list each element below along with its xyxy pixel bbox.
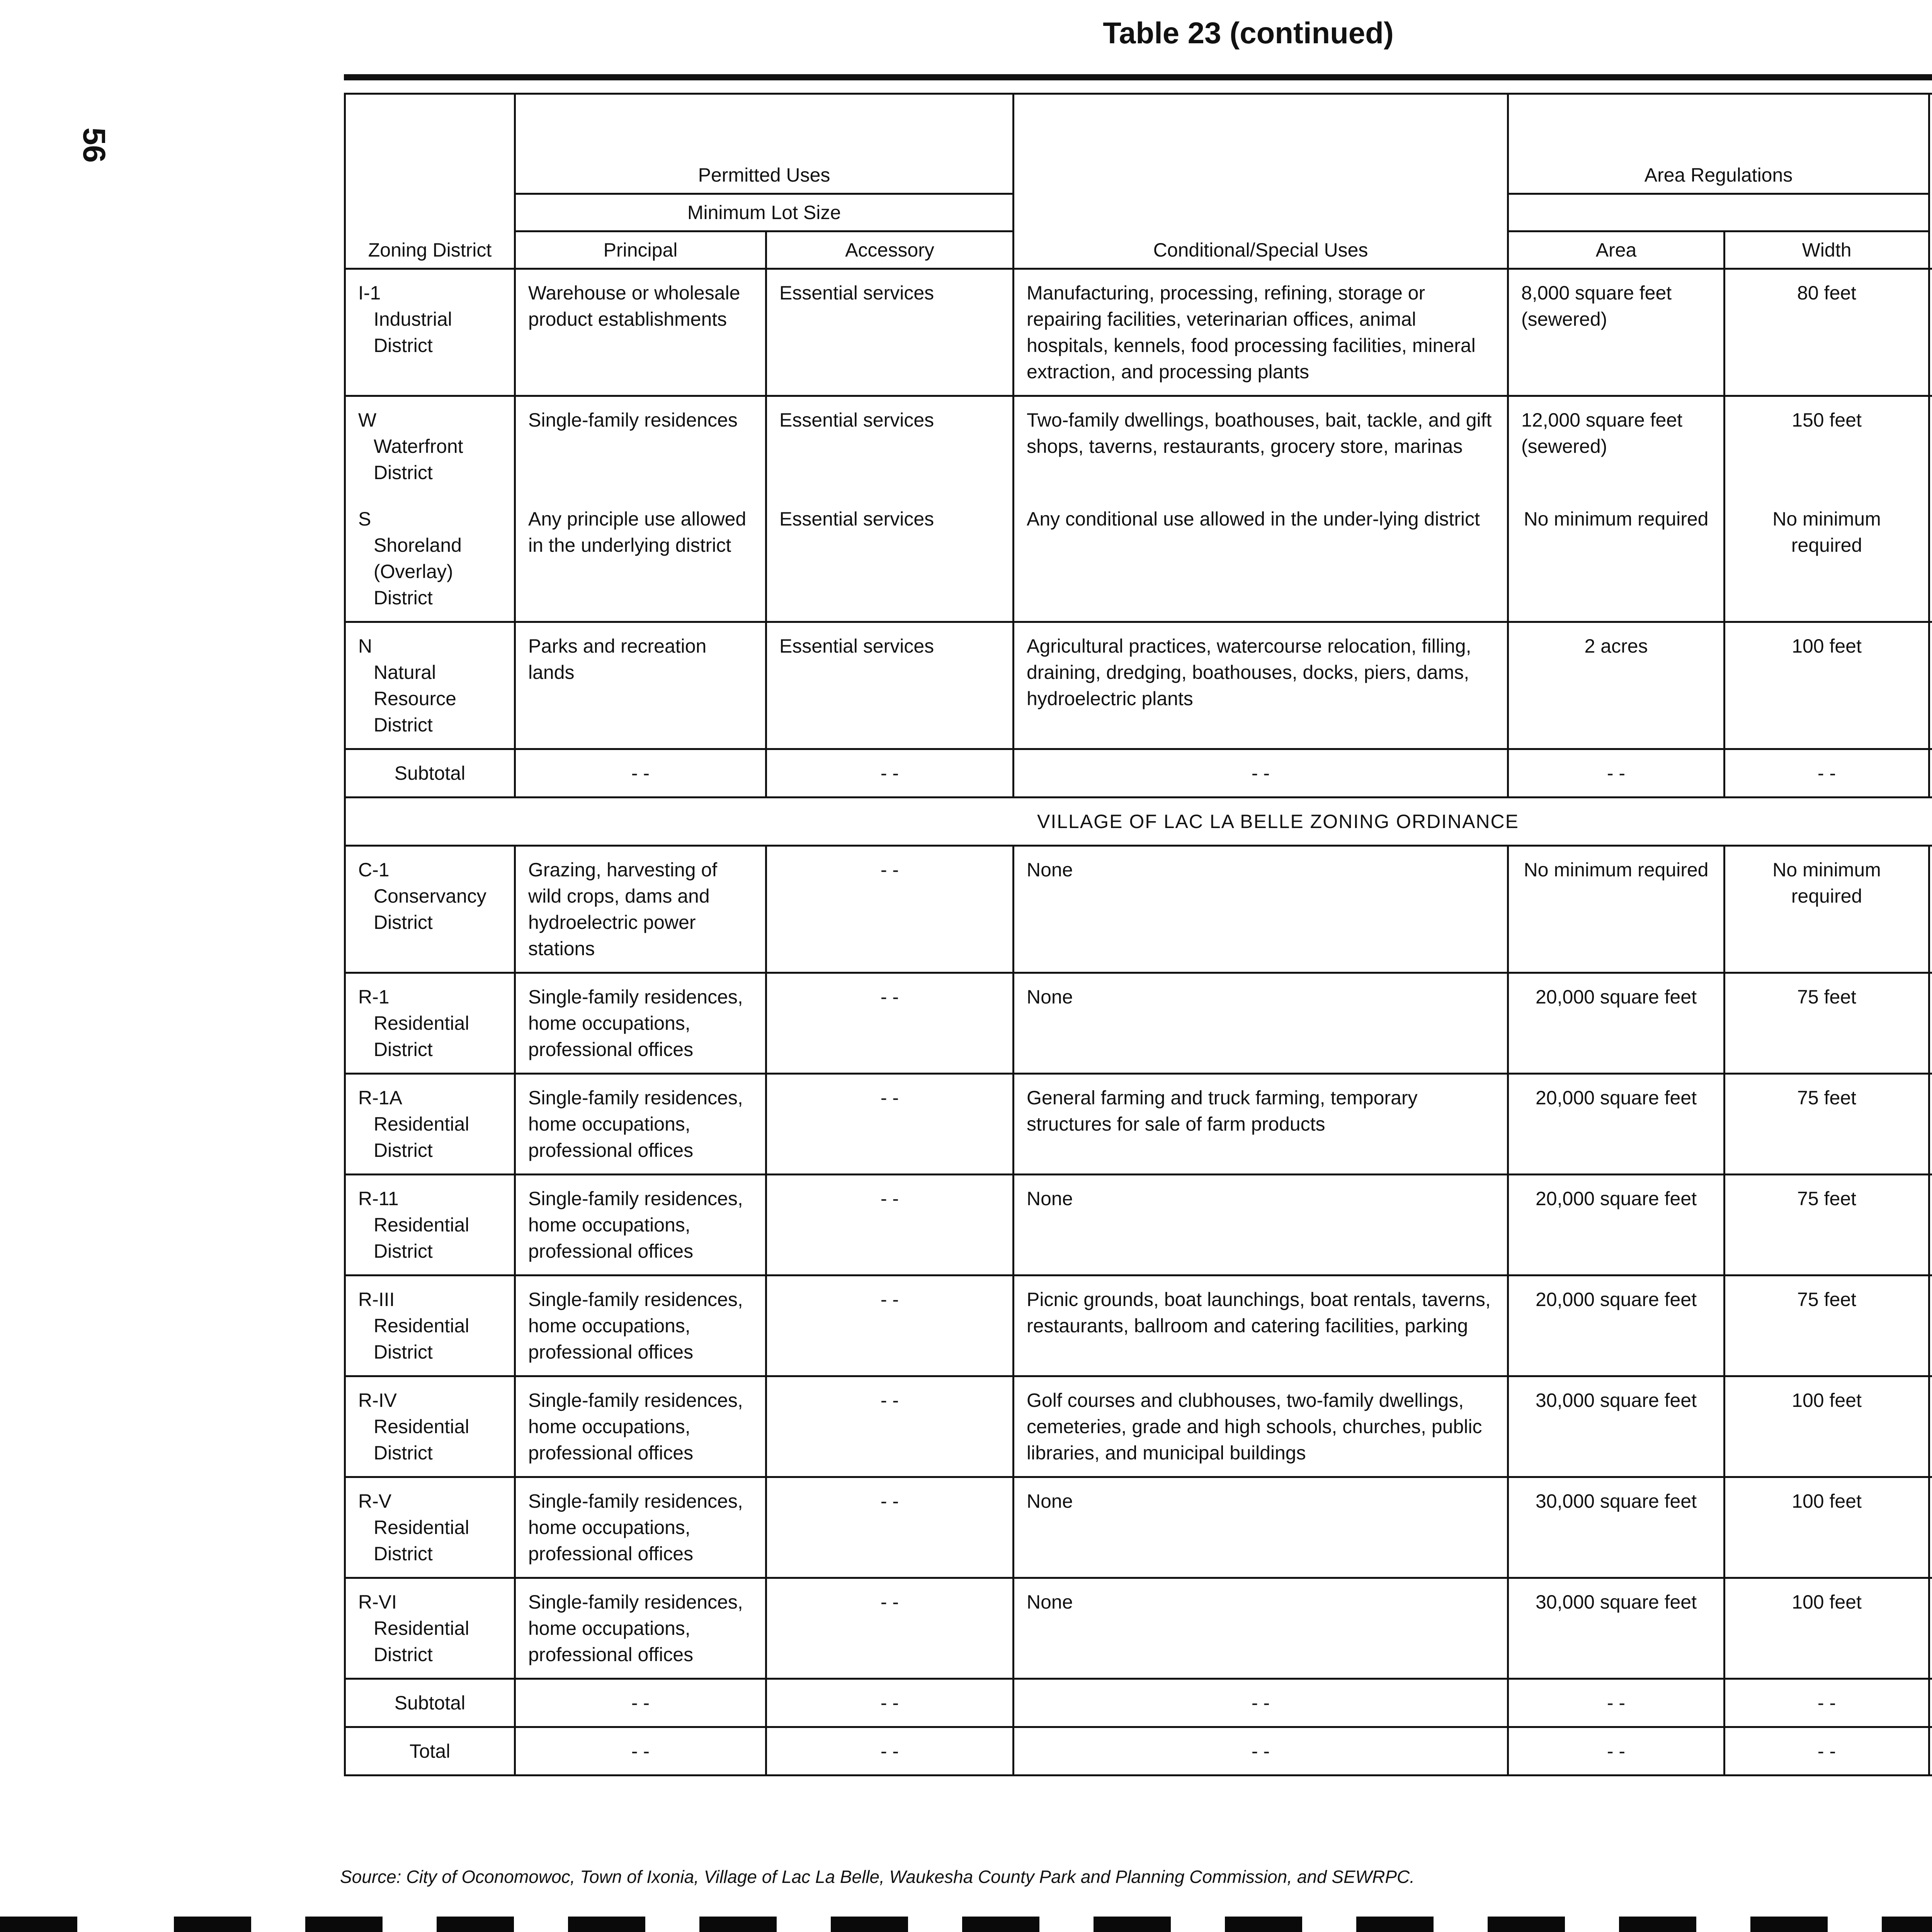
table-row bbox=[345, 1074, 1932, 1175]
principal-cell: Single-family residences, home occupations, professional offices bbox=[515, 973, 766, 1074]
principal-cell: Single-family residences, home occupations, professional offices bbox=[515, 1175, 766, 1276]
accessory-cell: Essential services bbox=[766, 396, 1014, 496]
scan-mark bbox=[1619, 1917, 1696, 1932]
table-row bbox=[345, 1175, 1932, 1276]
table-row bbox=[345, 1578, 1932, 1679]
zoning-table bbox=[344, 93, 1932, 1776]
section-row bbox=[345, 798, 1932, 846]
scan-mark bbox=[174, 1917, 251, 1932]
conditional-cell: None bbox=[1014, 1175, 1508, 1276]
area-cell: 8,000 square feet (sewered) bbox=[1508, 269, 1725, 396]
table-row bbox=[345, 269, 1932, 396]
accessory-cell: - - bbox=[766, 846, 1014, 973]
subtotal-area: - - bbox=[1508, 749, 1725, 798]
area-cell: 2 acres bbox=[1508, 622, 1725, 749]
conditional-cell: Two-family dwellings, boathouses, bait, tackle, and gift shops, taverns, restaurants, grocery store, marinas bbox=[1014, 396, 1508, 496]
accessory-cell: - - bbox=[766, 1376, 1014, 1477]
accessory-cell: - - bbox=[766, 1276, 1014, 1376]
accessory-cell: - - bbox=[766, 973, 1014, 1074]
header-conditional-uses: Conditional/Special Uses bbox=[1014, 94, 1508, 269]
table-row bbox=[345, 1376, 1932, 1477]
total-conditional: - - bbox=[1014, 1727, 1508, 1776]
area-cell: 20,000 square feet bbox=[1508, 1276, 1725, 1376]
header-area-regulations: Area Regulations bbox=[1508, 94, 1929, 194]
subtotal-conditional: - - bbox=[1014, 749, 1508, 798]
subtotal-label: Subtotal bbox=[345, 1679, 515, 1727]
principal-cell: Single-family residences bbox=[515, 396, 766, 496]
scan-mark bbox=[0, 1917, 77, 1932]
table-row bbox=[345, 973, 1932, 1074]
table-row bbox=[345, 846, 1932, 973]
principal-cell: Single-family residences, home occupations, professional offices bbox=[515, 1376, 766, 1477]
table-row bbox=[345, 496, 1932, 622]
acres-cell bbox=[1929, 622, 1932, 749]
width-cell: 100 feet bbox=[1725, 1578, 1929, 1679]
width-cell: 100 feet bbox=[1725, 1376, 1929, 1477]
width-cell: No minimum required bbox=[1725, 496, 1929, 622]
principal-cell: Grazing, harvesting of wild crops, dams and hydroelectric power stations bbox=[515, 846, 766, 973]
conditional-cell: Any conditional use allowed in the under-lying district bbox=[1014, 496, 1508, 622]
subtotal-conditional: - - bbox=[1014, 1679, 1508, 1727]
header-accessory: Accessory bbox=[766, 231, 1014, 269]
principal-cell: Any principle use allowed in the underlying district bbox=[515, 496, 766, 622]
total-width: - - bbox=[1725, 1727, 1929, 1776]
subtotal-area: - - bbox=[1508, 1679, 1725, 1727]
subtotal-principal: - - bbox=[515, 1679, 766, 1727]
principal-cell: Warehouse or wholesale product establishments bbox=[515, 269, 766, 396]
top-rule bbox=[344, 74, 1932, 80]
scan-mark bbox=[1356, 1917, 1434, 1932]
width-cell: 75 feet bbox=[1725, 1276, 1929, 1376]
acres-cell bbox=[1929, 1578, 1932, 1679]
district-cell: R-III Residential District bbox=[345, 1276, 515, 1376]
acres-cell bbox=[1929, 1376, 1932, 1477]
table-row bbox=[345, 1276, 1932, 1376]
scan-mark bbox=[1750, 1917, 1828, 1932]
width-cell: 75 feet bbox=[1725, 1074, 1929, 1175]
conditional-cell: General farming and truck farming, temporary structures for sale of farm products bbox=[1014, 1074, 1508, 1175]
total-label: Total bbox=[345, 1727, 515, 1776]
conditional-cell: None bbox=[1014, 1477, 1508, 1578]
page-number: 56 bbox=[77, 128, 112, 163]
acres-cell bbox=[1929, 1276, 1932, 1376]
district-cell: R-VI Residential District bbox=[345, 1578, 515, 1679]
subtotal-acres bbox=[1929, 749, 1932, 798]
conditional-cell: None bbox=[1014, 846, 1508, 973]
accessory-cell: - - bbox=[766, 1578, 1014, 1679]
accessory-cell: - - bbox=[766, 1074, 1014, 1175]
subtotal-width: - - bbox=[1725, 1679, 1929, 1727]
conditional-cell: Golf courses and clubhouses, two-family dwellings, cemeteries, grade and high schools, churches, public libraries, and municipal buildings bbox=[1014, 1376, 1508, 1477]
table-row bbox=[345, 622, 1932, 749]
total-row bbox=[345, 1727, 1932, 1776]
district-cell: N Natural Resource District bbox=[345, 622, 515, 749]
scan-mark bbox=[1882, 1917, 1932, 1932]
area-cell: 20,000 square feet bbox=[1508, 973, 1725, 1074]
area-cell: No minimum required bbox=[1508, 846, 1725, 973]
total-area: - - bbox=[1508, 1727, 1725, 1776]
subtotal-row bbox=[345, 1679, 1932, 1727]
scan-mark bbox=[305, 1917, 383, 1932]
width-cell: 75 feet bbox=[1725, 1175, 1929, 1276]
area-cell: 12,000 square feet (sewered) bbox=[1508, 396, 1725, 496]
scan-mark bbox=[831, 1917, 908, 1932]
acres-cell bbox=[1929, 1477, 1932, 1578]
district-cell: S Shoreland (Overlay) District bbox=[345, 496, 515, 622]
district-cell: R-1 Residential District bbox=[345, 973, 515, 1074]
width-cell: 80 feet bbox=[1725, 269, 1929, 396]
scan-mark bbox=[699, 1917, 777, 1932]
district-cell: W Waterfront District bbox=[345, 396, 515, 496]
acres-cell bbox=[1929, 973, 1932, 1074]
total-accessory: - - bbox=[766, 1727, 1014, 1776]
header-zoning-district: Zoning District bbox=[345, 94, 515, 269]
header-area: Area bbox=[1508, 231, 1725, 269]
acres-cell bbox=[1929, 1175, 1932, 1276]
principal-cell: Single-family residences, home occupations, professional offices bbox=[515, 1276, 766, 1376]
district-cell: C-1 Conservancy District bbox=[345, 846, 515, 973]
width-cell: 100 feet bbox=[1725, 1477, 1929, 1578]
subtotal-accessory: - - bbox=[766, 749, 1014, 798]
conditional-cell: Manufacturing, processing, refining, storage or repairing facilities, veterinarian offices, animal hospitals, kennels, food processing facilities, mineral extraction, and processing plants bbox=[1014, 269, 1508, 396]
subtotal-acres bbox=[1929, 1679, 1932, 1727]
district-cell: R-V Residential District bbox=[345, 1477, 515, 1578]
subtotal-principal: - - bbox=[515, 749, 766, 798]
conditional-cell: Picnic grounds, boat launchings, boat rentals, taverns, restaurants, ballroom and catering facilities, parking bbox=[1014, 1276, 1508, 1376]
width-cell: 100 feet bbox=[1725, 622, 1929, 749]
district-cell: R-11 Residential District bbox=[345, 1175, 515, 1276]
area-cell: 30,000 square feet bbox=[1508, 1578, 1725, 1679]
acres-cell bbox=[1929, 496, 1932, 622]
conditional-cell: None bbox=[1014, 973, 1508, 1074]
scan-mark bbox=[568, 1917, 645, 1932]
subtotal-row bbox=[345, 749, 1932, 798]
section-heading: VILLAGE OF LAC LA BELLE ZONING ORDINANCE bbox=[345, 798, 1932, 846]
principal-cell: Single-family residences, home occupations, professional offices bbox=[515, 1578, 766, 1679]
district-cell: R-IV Residential District bbox=[345, 1376, 515, 1477]
scan-mark bbox=[1225, 1917, 1302, 1932]
scan-mark bbox=[962, 1917, 1039, 1932]
scan-mark bbox=[1488, 1917, 1565, 1932]
acres-cell bbox=[1929, 846, 1932, 973]
scan-marks bbox=[0, 1917, 1932, 1932]
principal-cell: Single-family residences, home occupations, professional offices bbox=[515, 1074, 766, 1175]
area-cell: No minimum required bbox=[1508, 496, 1725, 622]
conditional-cell: Agricultural practices, watercourse relocation, filling, draining, dredging, boathouses, docks, piers, dams, hydroelectric plants bbox=[1014, 622, 1508, 749]
acres-cell bbox=[1929, 1074, 1932, 1175]
header-civil-division-area bbox=[1929, 94, 1932, 269]
subtotal-width: - - bbox=[1725, 749, 1929, 798]
accessory-cell: Essential services bbox=[766, 622, 1014, 749]
total-acres bbox=[1929, 1727, 1932, 1776]
header-minimum-lot-size: Minimum Lot Size bbox=[515, 194, 1014, 231]
table-title: Table 23 (continued) bbox=[1103, 16, 1394, 50]
subtotal-accessory: - - bbox=[766, 1679, 1014, 1727]
scan-mark bbox=[437, 1917, 514, 1932]
total-principal: - - bbox=[515, 1727, 766, 1776]
source-note: Source: City of Oconomowoc, Town of Ixonia, Village of Lac La Belle, Waukesha County Park and Planning Commission, and SEWRPC. bbox=[340, 1867, 1415, 1887]
principal-cell: Parks and recreation lands bbox=[515, 622, 766, 749]
table-row bbox=[345, 396, 1932, 496]
district-cell: R-1A Residential District bbox=[345, 1074, 515, 1175]
width-cell: 75 feet bbox=[1725, 973, 1929, 1074]
district-cell: I-1 Industrial District bbox=[345, 269, 515, 396]
table-row bbox=[345, 1477, 1932, 1578]
principal-cell: Single-family residences, home occupations, professional offices bbox=[515, 1477, 766, 1578]
area-cell: 30,000 square feet bbox=[1508, 1477, 1725, 1578]
accessory-cell: - - bbox=[766, 1477, 1014, 1578]
acres-cell bbox=[1929, 396, 1932, 496]
width-cell: No minimum required bbox=[1725, 846, 1929, 973]
accessory-cell: Essential services bbox=[766, 496, 1014, 622]
area-cell: 30,000 square feet bbox=[1508, 1376, 1725, 1477]
scan-mark bbox=[1094, 1917, 1171, 1932]
area-cell: 20,000 square feet bbox=[1508, 1074, 1725, 1175]
conditional-cell: None bbox=[1014, 1578, 1508, 1679]
acres-cell bbox=[1929, 269, 1932, 396]
area-cell: 20,000 square feet bbox=[1508, 1175, 1725, 1276]
header-permitted-uses: Permitted Uses bbox=[515, 94, 1014, 194]
width-cell: 150 feet bbox=[1725, 396, 1929, 496]
header-principal: Principal bbox=[515, 231, 766, 269]
header-width: Width bbox=[1725, 231, 1929, 269]
accessory-cell: - - bbox=[766, 1175, 1014, 1276]
accessory-cell: Essential services bbox=[766, 269, 1014, 396]
subtotal-label: Subtotal bbox=[345, 749, 515, 798]
